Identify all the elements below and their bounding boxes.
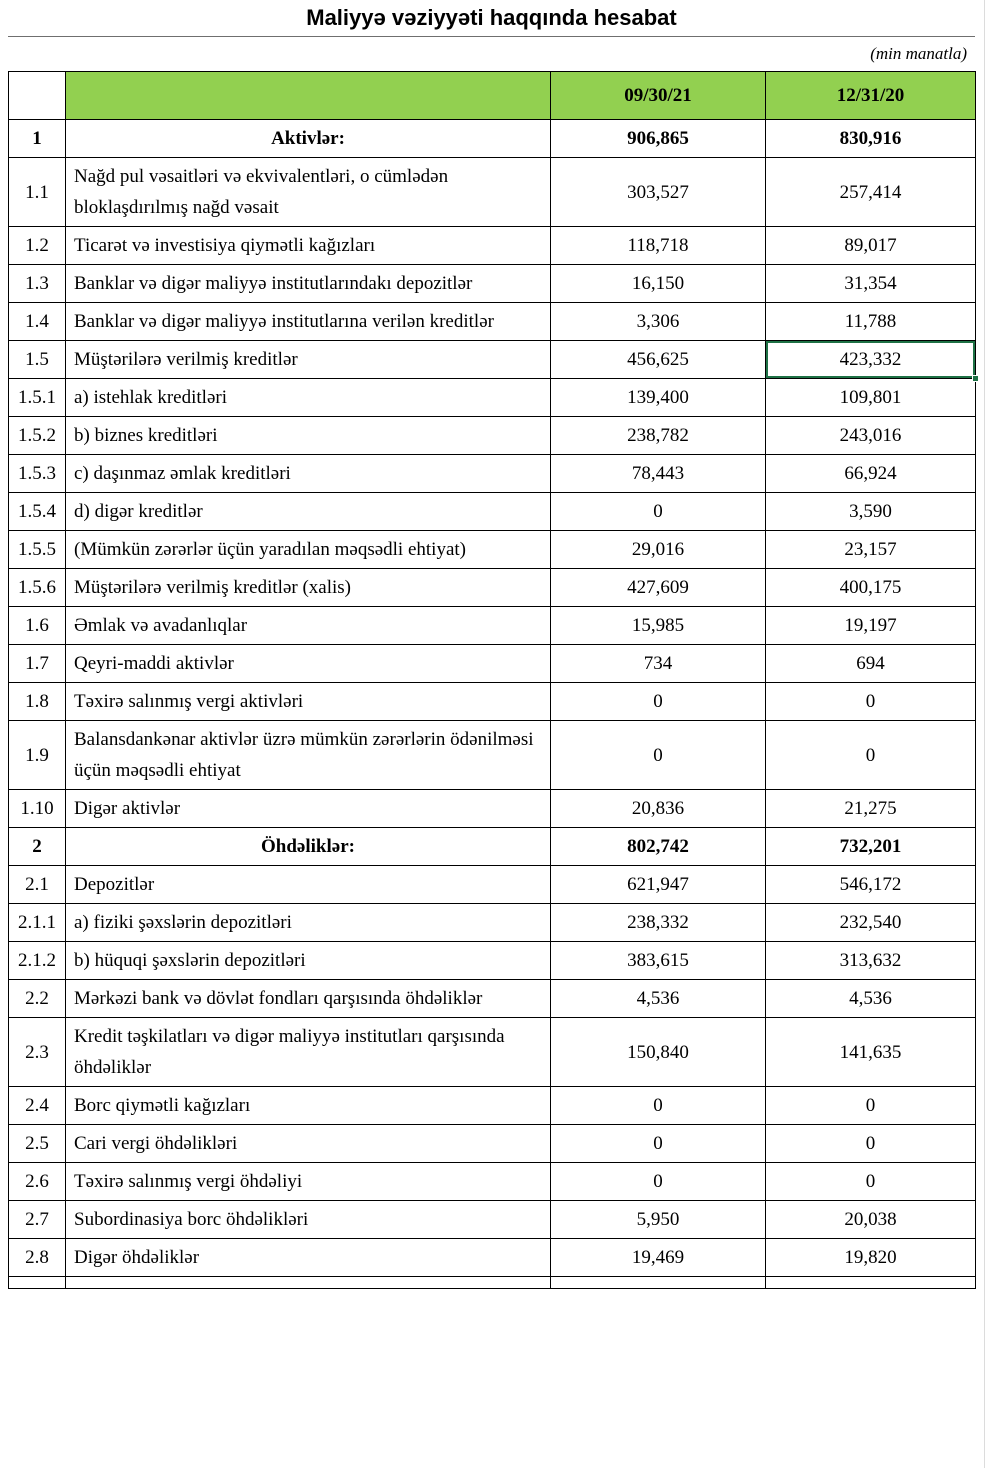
cell-value-1[interactable]: 0 [551,1125,766,1163]
cell-value-1[interactable]: 906,865 [551,120,766,158]
cell-row-number[interactable]: 1.5.5 [9,531,66,569]
cell-label[interactable]: Müştərilərə verilmiş kreditlər (xalis) [66,569,551,607]
cell-label[interactable]: Öhdəliklər: [66,828,551,866]
cell-value-2[interactable]: 20,038 [766,1201,976,1239]
cell-value-2[interactable]: 423,332 [766,341,976,379]
table-row [9,721,976,790]
table-row [9,455,976,493]
cell-value-1[interactable]: 238,332 [551,904,766,942]
table-row [9,904,976,942]
cell-value-2[interactable]: 400,175 [766,569,976,607]
cell-value-2[interactable]: 0 [766,1125,976,1163]
cell-row-number[interactable]: 1.10 [9,790,66,828]
header-empty-cell[interactable] [9,72,66,120]
table-row [9,1125,976,1163]
cell-row-number[interactable]: 2.1.1 [9,904,66,942]
cell-value-1[interactable]: 78,443 [551,455,766,493]
cell-row-number[interactable]: 1.5 [9,341,66,379]
cell-row-number[interactable]: 1.6 [9,607,66,645]
cell-row-number[interactable]: 2.6 [9,1163,66,1201]
cell-value-2[interactable]: 66,924 [766,455,976,493]
financial-table [8,71,976,1289]
cell-label[interactable]: a) fiziki şəxslərin depozitləri [66,904,551,942]
cell-label[interactable]: Banklar və digər maliyyə institutlarındakı depozitlər [66,265,551,303]
cell-value-1[interactable]: 621,947 [551,866,766,904]
table-row [9,158,976,227]
cell-value-2[interactable]: 11,788 [766,303,976,341]
cell-row-number[interactable]: 2.1.2 [9,942,66,980]
cell-value-1[interactable]: 0 [551,683,766,721]
cell-row-number[interactable]: 1.3 [9,265,66,303]
cell-row-number[interactable]: 1.8 [9,683,66,721]
cell-value-2[interactable]: 4,536 [766,980,976,1018]
cell-label[interactable]: Digər aktivlər [66,790,551,828]
table-row [9,379,976,417]
cell-label[interactable]: Borc qiymətli kağızları [66,1087,551,1125]
cell-value-2[interactable]: 0 [766,721,976,790]
cell-row-number[interactable]: 2.5 [9,1125,66,1163]
table-row [9,493,976,531]
cell-empty[interactable] [9,1277,66,1289]
cell-label[interactable]: c) daşınmaz əmlak kreditləri [66,455,551,493]
cell-label[interactable]: Aktivlər: [66,120,551,158]
table-row [9,980,976,1018]
cell-value-1[interactable]: 139,400 [551,379,766,417]
cell-value-1[interactable]: 19,469 [551,1239,766,1277]
cell-value-2[interactable]: 546,172 [766,866,976,904]
cell-label[interactable]: Mərkəzi bank və dövlət fondları qarşısında öhdəliklər [66,980,551,1018]
cell-row-number[interactable]: 1.5.2 [9,417,66,455]
cell-value-2[interactable]: 243,016 [766,417,976,455]
cell-label[interactable]: Subordinasiya borc öhdəlikləri [66,1201,551,1239]
cell-label[interactable]: Cari vergi öhdəlikləri [66,1125,551,1163]
cell-value-2[interactable]: 23,157 [766,531,976,569]
cell-row-number[interactable]: 2.2 [9,980,66,1018]
cell-value-2[interactable]: 109,801 [766,379,976,417]
cell-value-1[interactable]: 802,742 [551,828,766,866]
cell-value-1[interactable]: 15,985 [551,607,766,645]
cell-row-number[interactable]: 1.5.6 [9,569,66,607]
cell-label[interactable]: Ticarət və investisiya qiymətli kağızları [66,227,551,265]
cell-value-2[interactable]: 89,017 [766,227,976,265]
cell-label[interactable]: Banklar və digər maliyyə institutlarına verilən kreditlər [66,303,551,341]
cell-label[interactable]: Qeyri-maddi aktivlər [66,645,551,683]
cell-value-1[interactable]: 118,718 [551,227,766,265]
table-row [9,866,976,904]
cell-empty[interactable] [551,1277,766,1289]
cell-value-1[interactable]: 4,536 [551,980,766,1018]
cell-value-2[interactable]: 0 [766,1087,976,1125]
cell-row-number[interactable]: 1.4 [9,303,66,341]
cell-label[interactable]: Balansdankənar aktivlər üzrə mümkün zərərlərin ödənilməsi üçün məqsədli ehtiyat [66,721,551,790]
cell-value-1[interactable]: 383,615 [551,942,766,980]
cell-row-number[interactable]: 2.8 [9,1239,66,1277]
cell-value-2[interactable]: 19,197 [766,607,976,645]
table-row [9,1239,976,1277]
cell-row-number[interactable]: 1.1 [9,158,66,227]
cell-row-number[interactable]: 2.7 [9,1201,66,1239]
cell-value-1[interactable]: 734 [551,645,766,683]
cell-row-number[interactable]: 1.2 [9,227,66,265]
cell-value-1[interactable]: 5,950 [551,1201,766,1239]
table-row [9,417,976,455]
selection-fill-handle[interactable] [972,375,979,382]
cell-value-2[interactable]: 3,590 [766,493,976,531]
cell-value-2[interactable]: 19,820 [766,1239,976,1277]
cell-row-number[interactable]: 2 [9,828,66,866]
cell-value-2[interactable]: 830,916 [766,120,976,158]
header-date-column-2[interactable]: 12/31/20 [766,72,976,120]
cell-value-1[interactable]: 0 [551,721,766,790]
cell-value-2[interactable]: 313,632 [766,942,976,980]
table-row [9,942,976,980]
table-row [9,607,976,645]
cell-empty[interactable] [766,1277,976,1289]
cell-label[interactable]: Digər öhdəliklər [66,1239,551,1277]
table-row [9,1163,976,1201]
cell-value-1[interactable]: 3,306 [551,303,766,341]
table-row [9,569,976,607]
cell-value-2[interactable]: 21,275 [766,790,976,828]
cell-label[interactable]: a) istehlak kreditləri [66,379,551,417]
cell-label[interactable]: Nağd pul vəsaitləri və ekvivalentləri, o cümlədən bloklaşdırılmış nağd vəsait [66,158,551,227]
table-row [9,1087,976,1125]
cell-label[interactable]: Müştərilərə verilmiş kreditlər [66,341,551,379]
cell-label[interactable]: d) digər kreditlər [66,493,551,531]
table-row [9,303,976,341]
table-row [9,1018,976,1087]
cell-row-number[interactable]: 2.1 [9,866,66,904]
cell-value-1[interactable]: 427,609 [551,569,766,607]
cell-row-number[interactable]: 1.7 [9,645,66,683]
cell-label[interactable]: Kredit təşkilatları və digər maliyyə institutları qarşısında öhdəliklər [66,1018,551,1087]
table-row [9,790,976,828]
cell-value-2[interactable]: 232,540 [766,904,976,942]
cell-value-2[interactable]: 732,201 [766,828,976,866]
cell-row-number[interactable]: 1 [9,120,66,158]
table-row [9,120,976,158]
table-row [9,531,976,569]
cell-value-1[interactable]: 0 [551,493,766,531]
header-row [9,72,976,120]
cell-row-number[interactable]: 1.5.4 [9,493,66,531]
cell-label[interactable]: b) biznes kreditləri [66,417,551,455]
cell-value-1[interactable]: 0 [551,1087,766,1125]
cell-value-2[interactable]: 257,414 [766,158,976,227]
cell-label[interactable]: Təxirə salınmış vergi aktivləri [66,683,551,721]
header-label-cell[interactable] [66,72,551,120]
table-row [9,227,976,265]
table-row [9,645,976,683]
cell-value-1[interactable]: 303,527 [551,158,766,227]
cell-value-1[interactable]: 16,150 [551,265,766,303]
table-body [9,120,976,1277]
cell-empty[interactable] [66,1277,551,1289]
unit-note: (min manatla) [870,44,967,63]
cell-label[interactable]: b) hüquqi şəxslərin depozitləri [66,942,551,980]
cell-value-2[interactable]: 31,354 [766,265,976,303]
cell-row-number[interactable]: 1.9 [9,721,66,790]
cell-row-number[interactable]: 1.5.3 [9,455,66,493]
gridline-right [984,0,985,1468]
report-title: Maliyyə vəziyyəti haqqında hesabat [8,0,975,37]
cell-row-number[interactable]: 1.5.1 [9,379,66,417]
cell-value-1[interactable]: 29,016 [551,531,766,569]
table-row [9,1201,976,1239]
cell-label[interactable]: Əmlak və avadanlıqlar [66,607,551,645]
header-date-column-1[interactable]: 09/30/21 [551,72,766,120]
table-row [9,341,976,379]
cell-row-number[interactable]: 2.3 [9,1018,66,1087]
cell-value-1[interactable]: 238,782 [551,417,766,455]
cell-value-1[interactable]: 0 [551,1163,766,1201]
cell-value-1[interactable]: 150,840 [551,1018,766,1087]
cell-label[interactable]: Depozitlər [66,866,551,904]
cell-value-2[interactable]: 0 [766,683,976,721]
table-row [9,683,976,721]
cell-row-number[interactable]: 2.4 [9,1087,66,1125]
cell-value-1[interactable]: 456,625 [551,341,766,379]
partial-bottom-row [9,1277,976,1289]
cell-value-1[interactable]: 20,836 [551,790,766,828]
cell-label[interactable]: (Mümkün zərərlər üçün yaradılan məqsədli ehtiyat) [66,531,551,569]
cell-value-2[interactable]: 0 [766,1163,976,1201]
cell-label[interactable]: Təxirə salınmış vergi öhdəliyi [66,1163,551,1201]
table-row [9,265,976,303]
cell-value-2[interactable]: 694 [766,645,976,683]
table-row [9,828,976,866]
cell-value-2[interactable]: 141,635 [766,1018,976,1087]
